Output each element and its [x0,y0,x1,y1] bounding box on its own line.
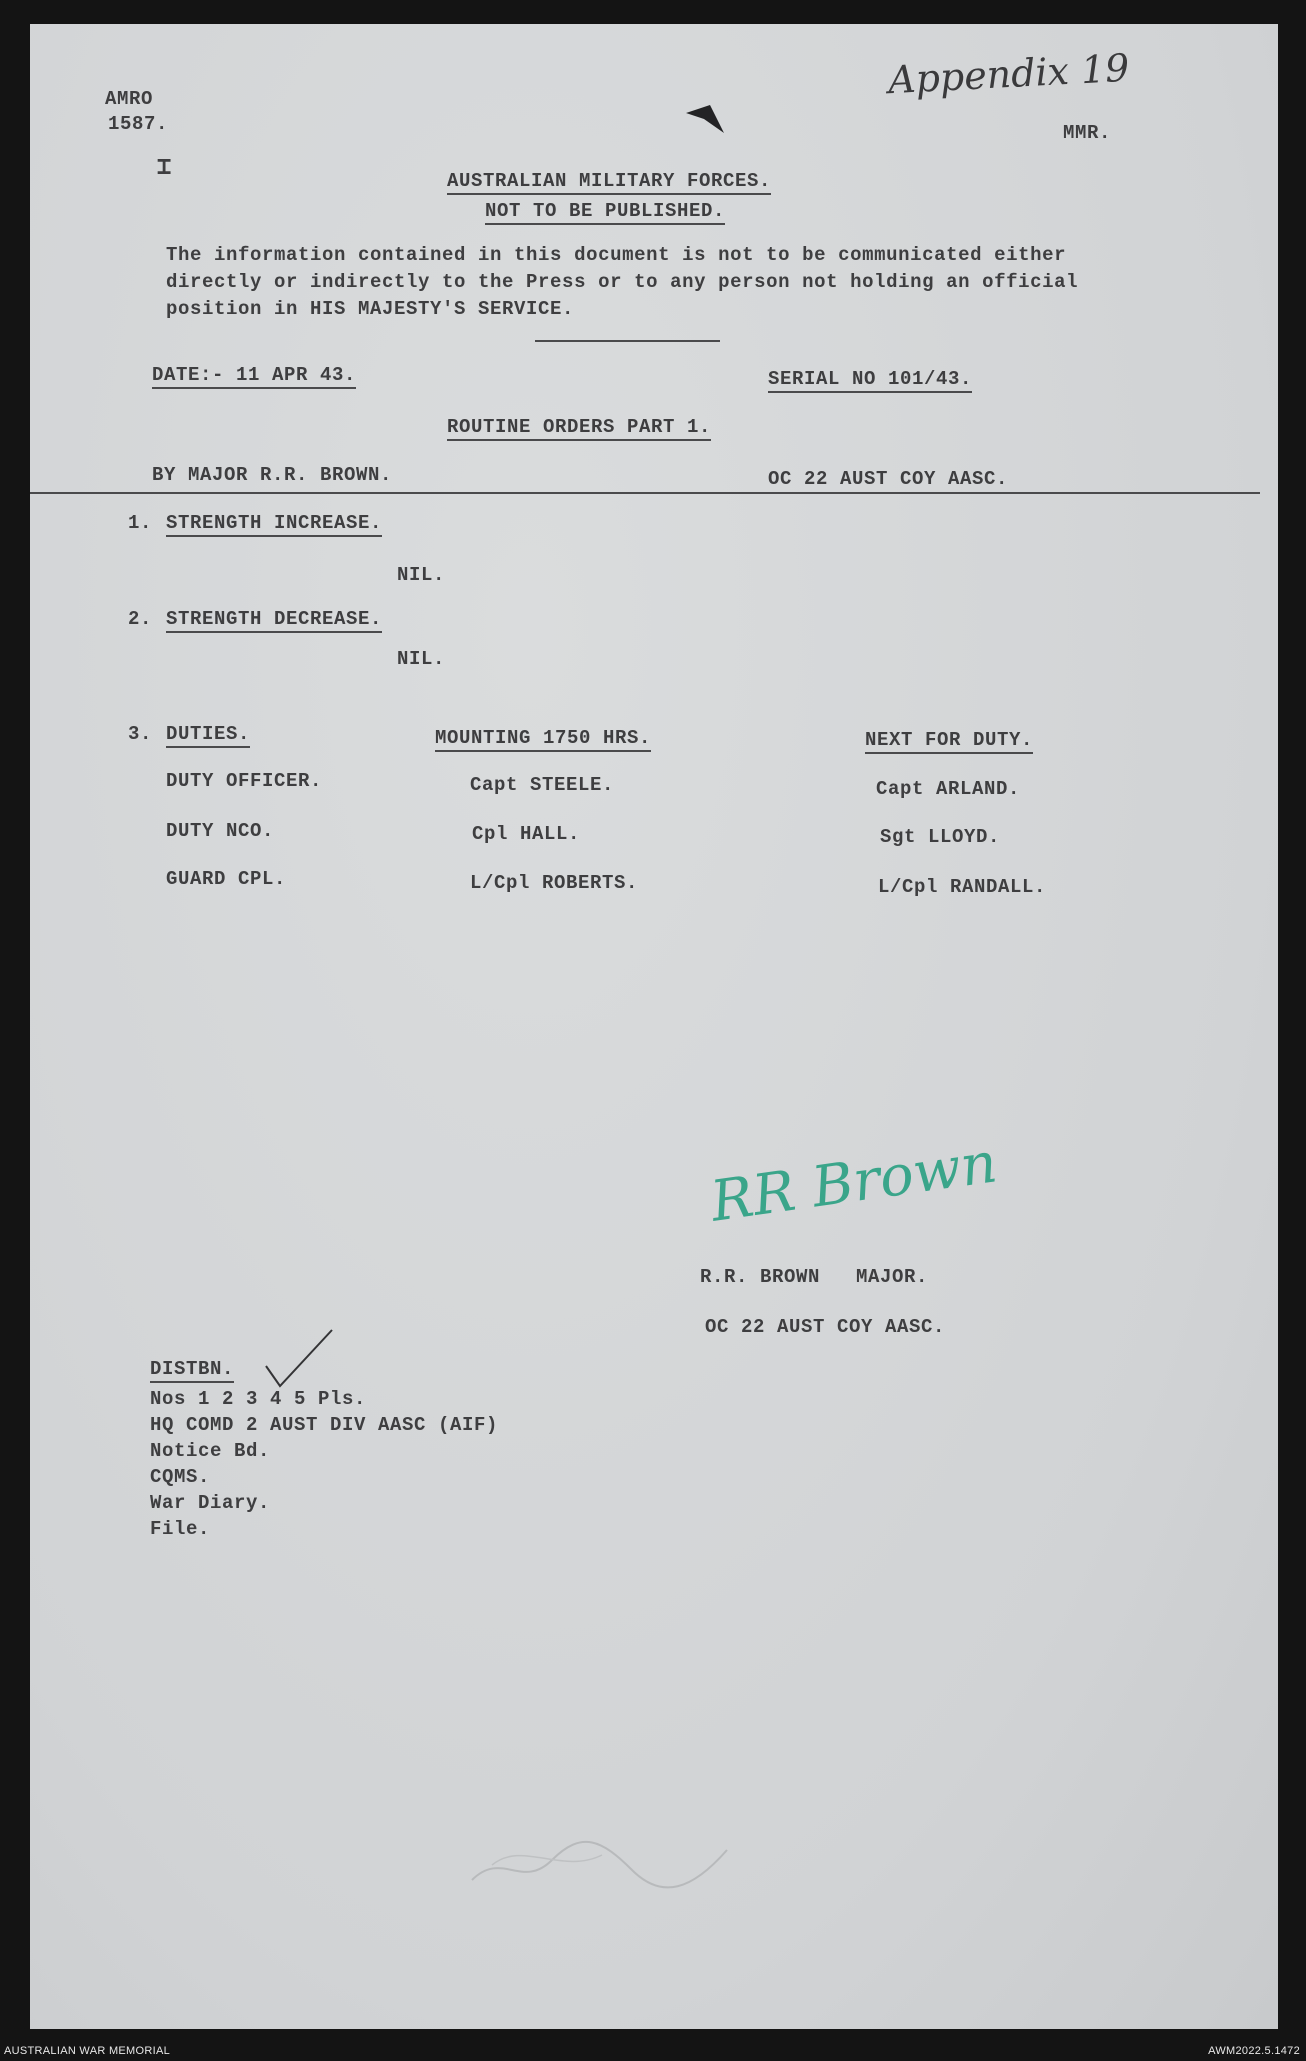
distribution-line-5: War Diary. [150,1492,271,1514]
item-2-title: STRENGTH DECREASE. [166,608,382,633]
signatory-name: R.R. BROWN MAJOR. [700,1266,929,1288]
notice-line-3: position in HIS MAJESTY'S SERVICE. [166,298,575,320]
duty-row-2-role: DUTY NCO. [166,820,275,842]
mounting-column-header: MOUNTING 1750 HRS. [435,727,651,752]
distribution-line-1: Nos 1 2 3 4 5 Pls. [150,1388,367,1410]
duty-row-3-next: L/Cpl RANDALL. [878,876,1047,898]
signatory-unit: OC 22 AUST COY AASC. [705,1316,946,1338]
duties-column-header: DUTIES. [166,723,250,748]
item-1-body: NIL. [397,564,446,586]
full-width-rule [30,492,1260,494]
handwritten-signature: RR Brown [706,1130,1001,1235]
document-page [30,24,1278,2029]
item-2-number: 2. [128,608,153,630]
document-title: AUSTRALIAN MILITARY FORCES. [447,170,771,195]
orders-heading: ROUTINE ORDERS PART 1. [447,416,711,441]
faint-pencil-mark [462,1820,742,1900]
distribution-line-4: CQMS. [150,1466,211,1488]
distribution-line-3: Notice Bd. [150,1440,271,1462]
margin-tick-mark: ⌶ [157,155,173,182]
separator-rule [535,340,720,342]
item-2-body: NIL. [397,648,446,670]
duty-row-3-mounting: L/Cpl ROBERTS. [470,872,639,894]
distribution-line-6: File. [150,1518,211,1540]
archive-credit: AUSTRALIAN WAR MEMORIAL [4,2045,171,2057]
issuing-unit: OC 22 AUST COY AASC. [768,468,1009,490]
next-for-duty-column-header: NEXT FOR DUTY. [865,729,1033,754]
archive-reference: AWM2022.5.1472 [1208,2045,1300,2057]
reference-number-line1: AMRO [105,88,154,110]
reference-number-line2: 1587. [108,113,169,135]
distribution-heading: DISTBN. [150,1358,234,1383]
item-1-title: STRENGTH INCREASE. [166,512,382,537]
document-date: DATE:- 11 APR 43. [152,364,356,389]
item-3-number: 3. [128,723,153,745]
duty-row-1-mounting: Capt STEELE. [470,774,615,796]
serial-number: SERIAL NO 101/43. [768,368,972,393]
duty-row-2-next: Sgt LLOYD. [880,826,1001,848]
duty-row-2-mounting: Cpl HALL. [472,823,581,845]
distribution-line-2: HQ COMD 2 AUST DIV AASC (AIF) [150,1414,499,1436]
notice-line-2: directly or indirectly to the Press or to any person not holding an official [166,271,1079,293]
item-1-number: 1. [128,512,153,534]
check-mark-icon [262,1326,336,1392]
duty-row-1-next: Capt ARLAND. [876,778,1021,800]
classification-line: NOT TO BE PUBLISHED. [485,200,725,225]
arrow-mark-icon [684,103,726,135]
duty-row-1-role: DUTY OFFICER. [166,770,323,792]
notice-line-1: The information contained in this document is not to be communicated either [166,244,1067,266]
duty-row-3-role: GUARD CPL. [166,868,287,890]
appendix-annotation: Appendix 19 [887,45,1131,103]
corner-mark: MMR. [1063,122,1112,144]
issued-by: BY MAJOR R.R. BROWN. [152,464,393,486]
